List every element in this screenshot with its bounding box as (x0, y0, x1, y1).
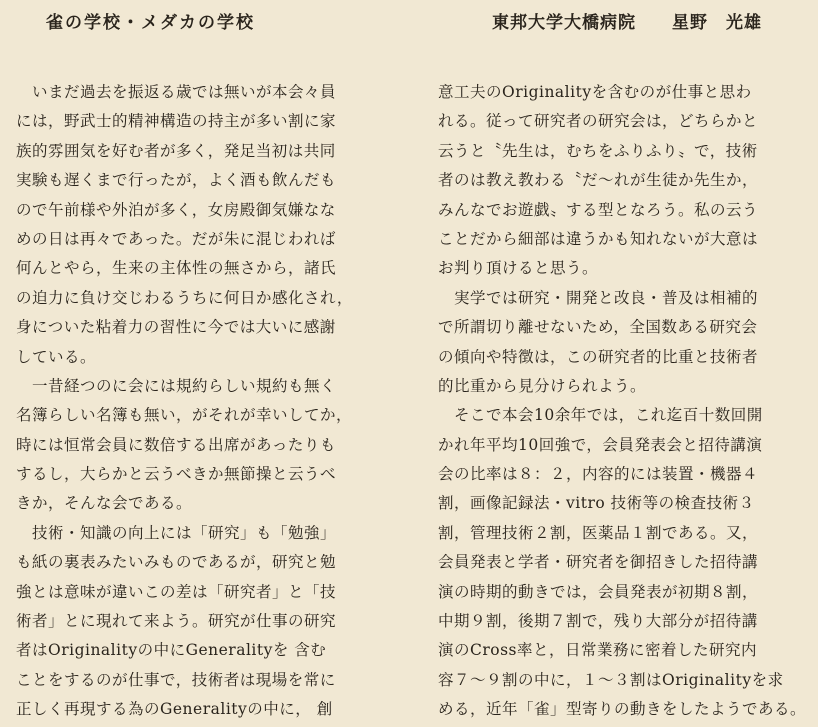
text-line: には，野武士的精神構造の持主が多い割に家 (16, 112, 337, 131)
text-line: める，近年「雀」型寄りの動きをしたようである。 (438, 700, 807, 719)
text-line: 会員発表と学者・研究者を御招きした招待講 (438, 553, 759, 572)
text-line: 時には恒常会員に数倍する出席があったりも (16, 435, 336, 454)
text-line: いまだ過去を振返る歳では無いが本会々員 (16, 83, 337, 101)
text-line: ので午前様や外泊が多く，女房殿御気嫌なな (16, 200, 336, 219)
text-line: 術者」とに現れて来よう。研究が仕事の研究 (16, 612, 337, 631)
text-line: 技術・知識の向上には「研究」も「勉強」 (16, 523, 337, 542)
text-line: 何んとやら，生来の主体性の無さから，諸氏 (16, 259, 337, 278)
text-line: 名簿らしい名簿も無い，がそれが幸いしてか， (16, 406, 353, 425)
text-line: 一昔経つのに会には規約らしい規約も無く (16, 376, 337, 395)
text-line: そこで本会10余年では，これ迄百十数回開 (438, 406, 763, 425)
text-line: ことだから細部は違うかも知れないが大意は (438, 229, 759, 248)
text-line: 実学では研究・開発と改良・普及は相補的 (438, 288, 759, 307)
text-line: の傾向や特徴は，この研究者的比重と技術者 (438, 347, 759, 366)
text-line: も紙の裏表みたいみものであるが，研究と勉 (16, 553, 337, 572)
author-affiliation: 東邦大学大橋病院 星野 光雄 (492, 13, 762, 33)
text-line: みんなでお遊戯〟する型となろう。私の云う (438, 200, 759, 219)
text-line: 実験も遅くまで行ったが，よく酒も飲んだも (16, 171, 337, 190)
text-line: している。 (16, 347, 97, 366)
text-line: お判り頂けると思う。 (438, 259, 599, 278)
text-line: するし，大らかと云うべきか無節操と云うべ (16, 465, 337, 484)
text-line: の迫力に負け交じわるうちに何日か感化され， (16, 288, 353, 307)
text-line: かれ年平均10回強で，会員発表会と招待講演 (438, 435, 763, 454)
text-line: 強とは意味が違いこの差は「研究者」と「技 (16, 582, 337, 601)
text-line: 身についた粘着力の習性に今では大いに感謝 (16, 318, 336, 337)
text-line: 族的雰囲気を好む者が多く，発足当初は共同 (16, 141, 336, 160)
text-line: 割，管理技術２割，医薬品１割である。又， (438, 523, 759, 542)
text-line: めの日は再々であった。だが朱に混じわれば (16, 229, 336, 248)
text-line: 云うと〝先生は，むちをふりふり〟で，技術 (438, 141, 758, 160)
text-column-left (16, 78, 382, 725)
text-line: 意工夫のOriginalityを含むのが仕事と思わ (438, 83, 752, 101)
text-line: れる。従って研究者の研究会は，どちらかと (438, 112, 759, 131)
text-line: 的比重から見分けられよう。 (438, 376, 647, 395)
text-line: 容７～９割の中に，１～３割はOriginalityを求 (438, 670, 784, 689)
text-line: 演の時期的動きでは，会員発表が初期８割， (438, 582, 759, 601)
text-line: 者はOriginalityの中にGeneralityを 含む (16, 641, 327, 660)
text-line: 中期９割，後期７割で，残り大部分が招待講 (438, 612, 758, 631)
text-line: 割，画像記録法・vitro 技術等の検査技術３ (438, 494, 755, 513)
text-column-right (438, 78, 807, 725)
text-line: きか，そんな会である。 (16, 494, 193, 513)
text-line: 者のは教え教わる〝だ～れが生徒か先生か， (438, 171, 759, 190)
text-line: で所謂切り離せないため，全国数ある研究会 (438, 318, 758, 337)
text-line: 演のCross率と，日常業務に密着した研究内 (438, 641, 758, 660)
text-line: 会の比率は８：２，内容的には装置・機器４ (438, 465, 759, 484)
text-line: ことをするのが仕事で，技術者は現場を常に (16, 670, 336, 689)
article-title: 雀の学校・メダカの学校 (46, 13, 255, 33)
text-line: 正しく再現する為のGeneralityの中に， 創 (16, 700, 333, 719)
